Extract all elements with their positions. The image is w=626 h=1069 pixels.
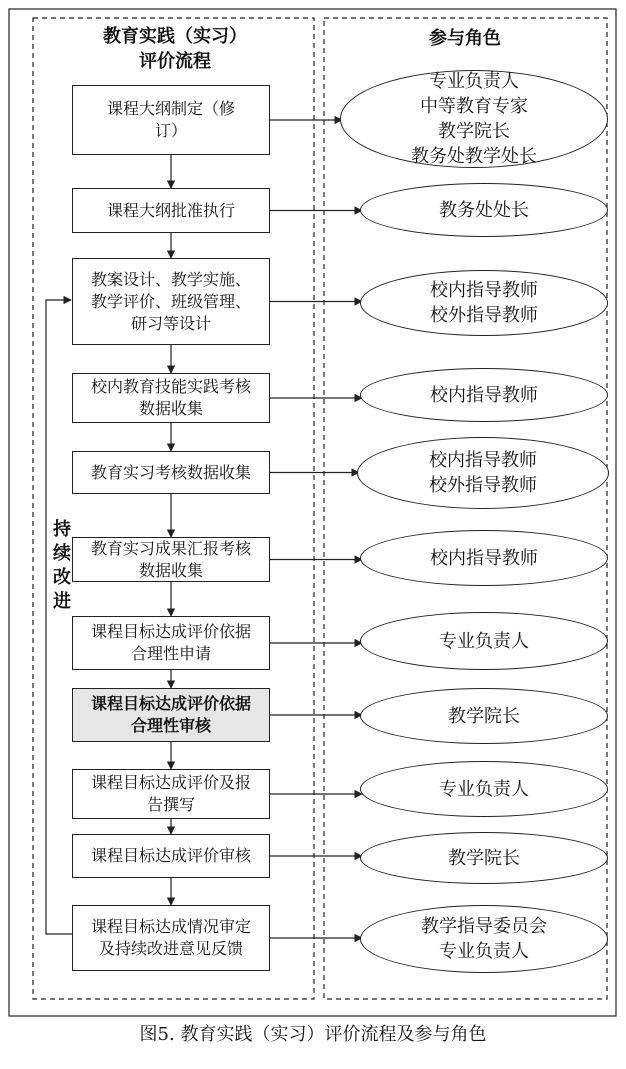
side-label-char-1: 持 (53, 519, 71, 540)
figure-caption: 图5. 教育实践（实习）评价流程及参与角色 (139, 1024, 487, 1045)
process-step-8 (72, 688, 270, 742)
role-ellipse-4 (360, 368, 608, 422)
role-name: 专业负责人 (429, 71, 519, 92)
process-step-4 (72, 373, 270, 423)
step-text-line: 课程目标达成评价及报 (90, 773, 251, 792)
role-name: 教学院长 (438, 121, 510, 142)
role-ellipse-5 (357, 437, 609, 509)
step-text-line: 研习等设计 (130, 313, 211, 333)
process-header-line-2: 评价流程 (139, 51, 211, 72)
step-text-line: 教案设计、教学实施、 (90, 269, 251, 289)
role-name: 教学院长 (448, 847, 520, 869)
role-ellipse-1 (340, 70, 608, 168)
role-name: 教学院长 (448, 705, 520, 727)
step-text-line: 课程大纲批准执行 (106, 200, 235, 220)
role-name: 中等教育专家 (420, 96, 528, 117)
continuous-improvement-label (52, 518, 72, 614)
process-step-9 (72, 769, 270, 819)
role-name: 专业负责人 (439, 778, 529, 800)
role-name: 校内指导教师 (430, 384, 538, 406)
step-text-line: 教学评价、班级管理、 (90, 291, 251, 311)
process-step-3 (72, 258, 270, 345)
role-name: 校外指导教师 (429, 475, 537, 496)
role-ellipse-10 (360, 832, 608, 884)
role-name: 专业负责人 (439, 941, 529, 962)
role-name: 教务处处长 (439, 199, 529, 221)
process-step-10 (72, 834, 270, 878)
role-name: 专业负责人 (439, 630, 529, 652)
step-text-line: 订） (154, 121, 187, 140)
side-label-char-2: 续 (53, 543, 71, 564)
role-ellipse-7 (360, 612, 608, 670)
role-ellipse-9 (360, 761, 608, 817)
process-step-5 (72, 451, 270, 494)
step-text-line: 教育实习考核数据收集 (90, 462, 251, 482)
step-text-line: 合理性申请 (130, 644, 211, 663)
side-label-char-4: 进 (53, 591, 71, 612)
process-step-11 (72, 905, 270, 971)
role-ellipse-6 (360, 530, 608, 586)
step-text-line: 及持续改进意见反馈 (98, 939, 243, 958)
process-step-2 (72, 188, 270, 233)
roles-column-header: 参与角色 (429, 28, 501, 49)
role-name: 教务处教学处长 (411, 146, 537, 167)
process-column-header (40, 24, 310, 74)
step-text-line: 课程目标达成评价审核 (90, 846, 251, 865)
role-name: 教学指导委员会 (421, 916, 547, 937)
side-label-char-3: 改 (53, 567, 71, 588)
role-name: 校内指导教师 (429, 450, 537, 471)
role-ellipse-11 (360, 905, 608, 973)
role-ellipse-8 (360, 688, 608, 744)
role-name: 校内指导教师 (430, 280, 538, 301)
step-text-line: 课程目标达成评价依据 (90, 694, 251, 713)
step-text-line: 合理性审核 (130, 716, 211, 735)
step-text-line: 数据收集 (138, 399, 203, 418)
role-ellipse-2 (360, 183, 608, 237)
role-name: 校内指导教师 (430, 547, 538, 569)
step-text-line: 教育实习成果汇报考核 (90, 538, 251, 558)
step-text-line: 校内教育技能实践考核 (90, 377, 251, 396)
step-text-line: 数据收集 (138, 560, 203, 580)
step-text-line: 课程大纲制定（修 (106, 99, 235, 118)
role-name: 校外指导教师 (430, 305, 538, 326)
process-step-6 (72, 537, 270, 582)
step-text-line: 课程目标达成情况审定 (90, 917, 251, 936)
step-text-line: 告撰写 (146, 795, 195, 814)
process-step-1 (72, 85, 270, 155)
step-text-line: 课程目标达成评价依据 (90, 622, 251, 641)
process-step-7 (72, 616, 270, 670)
feedback-loop-line (46, 300, 72, 934)
role-ellipse-3 (360, 270, 608, 336)
process-header-line-1: 教育实践（实习） (103, 26, 247, 47)
